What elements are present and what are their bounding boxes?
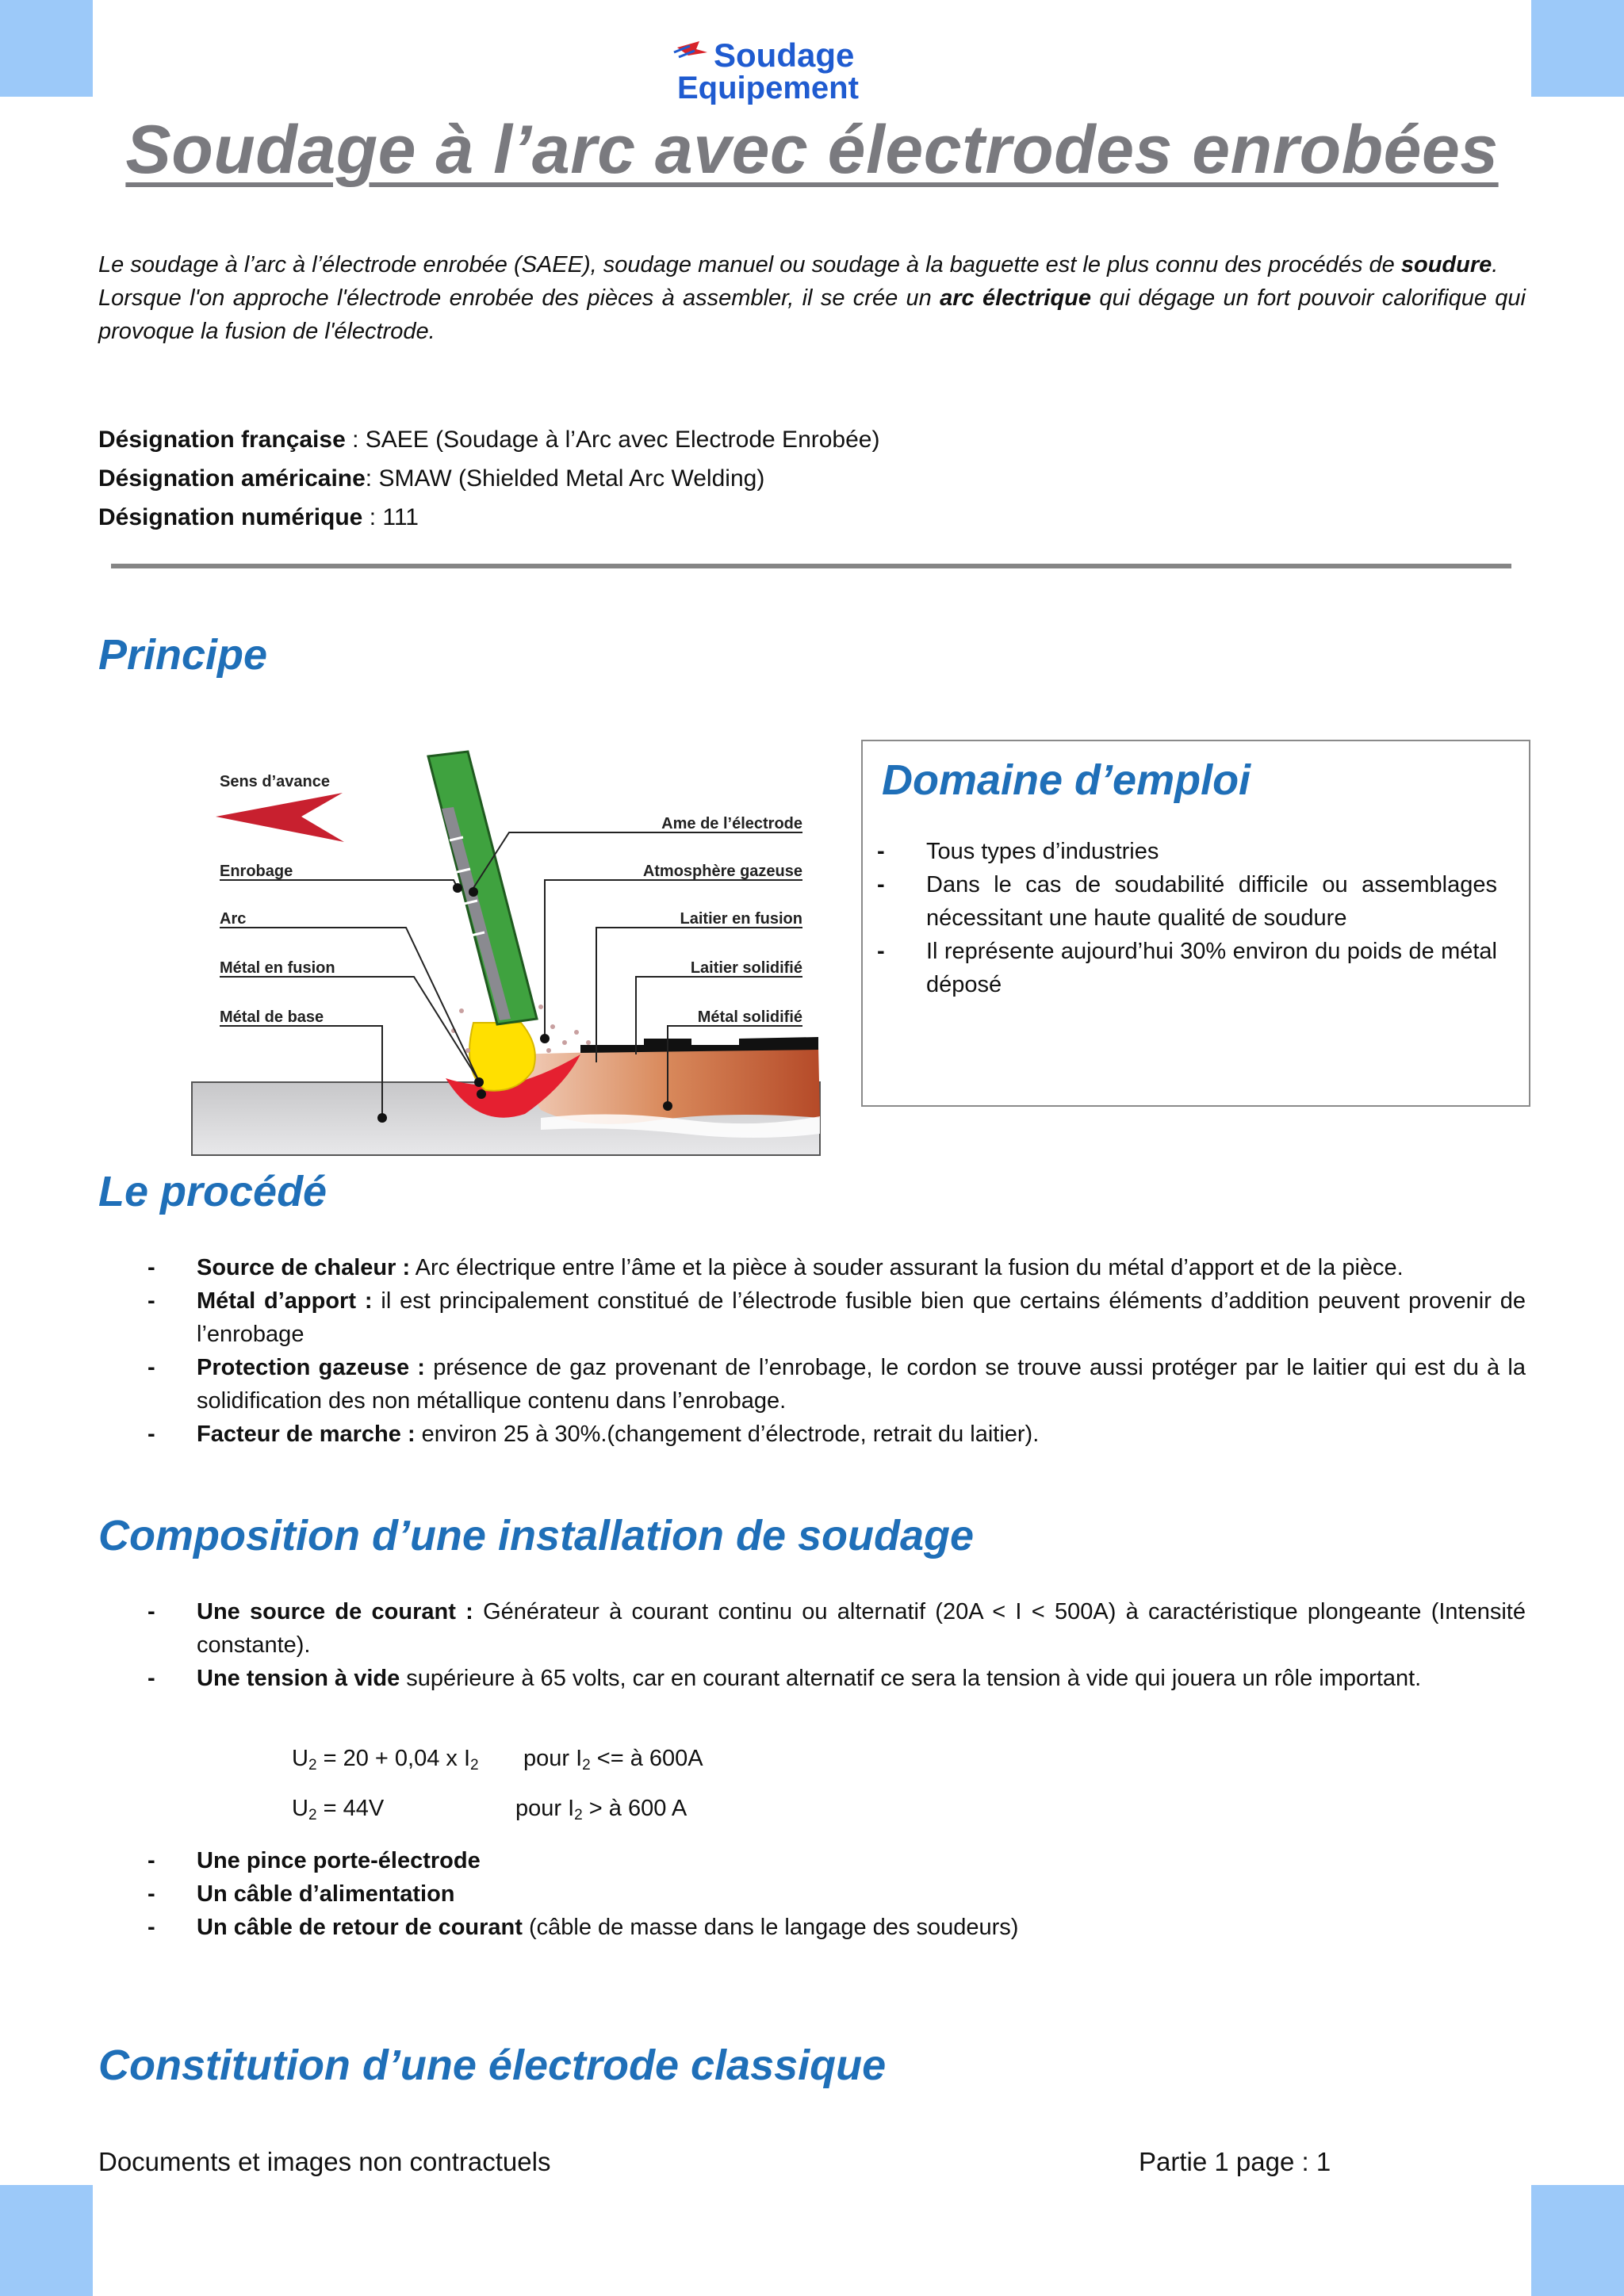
diagram-label: Laitier en fusion bbox=[680, 910, 802, 928]
list-item: - Tous types d’industries bbox=[926, 835, 1497, 868]
corner-decoration bbox=[1531, 0, 1624, 97]
list-item: - Métal d’apport : il est principalement constitué de l’électrode fusible bien que certains éléments d’addition peuvent provenir de l’enrobage bbox=[197, 1284, 1526, 1351]
list-item: - Facteur de marche : environ 25 à 30%.(changement d’électrode, retrait du laitier). bbox=[197, 1418, 1526, 1451]
domaine-list bbox=[926, 835, 1497, 1001]
diagram-label: Enrobage bbox=[220, 863, 293, 880]
diagram-label: Atmosphère gazeuse bbox=[642, 863, 802, 880]
corner-decoration bbox=[0, 2185, 93, 2296]
diagram-label: Ame de l’électrode bbox=[661, 815, 802, 832]
diagram-label: Sens d’avance bbox=[220, 773, 330, 790]
composition-list bbox=[197, 1595, 1526, 1695]
intro-paragraph: Lorsque l'on approche l'électrode enrobée des pièces à assembler, il se crée un arc électrique qui dégage un fort pouvoir calorifique qui provoque la fusion de l'électrode. bbox=[98, 285, 1526, 344]
diagram-label: Laitier solidifié bbox=[690, 959, 802, 977]
designation-row: Désignation numérique : 111 bbox=[98, 504, 419, 530]
designation-row: Désignation américaine: SMAW (Shielded Metal Arc Welding) bbox=[98, 465, 765, 492]
logo-line1: Soudage bbox=[714, 36, 855, 74]
diagram-label: Métal solidifié bbox=[697, 1008, 802, 1026]
formula: $U_2 = 20 + 0,04$ x $I_2$ pour $I_2$ <= à 600A bbox=[292, 1746, 703, 1774]
list-item: - Un câble d’alimentation bbox=[197, 1877, 1526, 1911]
list-item: - Dans le cas de soudabilité difficile ou assemblages nécessitant une haute qualité de soudure bbox=[926, 868, 1497, 935]
divider bbox=[111, 564, 1511, 568]
intro bbox=[98, 248, 1526, 348]
list-item: - Un câble de retour de courant (câble de masse dans le langage des soudeurs) bbox=[197, 1911, 1526, 1944]
list-item: - Protection gazeuse : présence de gaz provenant de l’enrobage, le cordon se trouve aussi protéger par le laitier qui est du à la solidification des non métallique contenu dans l’enrobage. bbox=[197, 1351, 1526, 1418]
section-title-composition: Composition d’une installation de soudage bbox=[98, 1512, 975, 1559]
footer-left: Documents et images non contractuels bbox=[98, 2147, 551, 2176]
composition-list bbox=[197, 1844, 1526, 1944]
domaine-emploi-box bbox=[861, 740, 1530, 1107]
logo-line2: Equipement bbox=[677, 71, 859, 105]
section-title-procede: Le procédé bbox=[98, 1168, 327, 1215]
list-item: - Source de chaleur : Arc électrique entre l’âme et la pièce à souder assurant la fusion du métal d’apport et de la pièce. bbox=[197, 1251, 1526, 1284]
corner-decoration bbox=[0, 0, 93, 97]
intro-paragraph: Le soudage à l’arc à l’électrode enrobée (SAEE), soudage manuel ou soudage à la baguette est le plus connu des procédés de soudure. bbox=[98, 252, 1499, 277]
domaine-title: Domaine d’emploi bbox=[882, 756, 1251, 804]
list-item: - Il représente aujourd’hui 30% environ du poids de métal déposé bbox=[926, 935, 1497, 1001]
designation-row: Désignation française : SAEE (Soudage à l’Arc avec Electrode Enrobée) bbox=[98, 427, 880, 453]
list-item: - Une pince porte-électrode bbox=[197, 1844, 1526, 1877]
designations bbox=[98, 420, 879, 537]
page-title: Soudage à l’arc avec électrodes enrobées bbox=[125, 112, 1499, 188]
procede-list bbox=[197, 1251, 1526, 1451]
welding-diagram bbox=[168, 737, 842, 1161]
footer-page-number: Partie 1 page : 1 bbox=[1139, 2147, 1331, 2176]
formula: $U_2 = 44V$ pour $I_2$ > à 600 A bbox=[292, 1796, 688, 1823]
section-title-constitution: Constitution d’une électrode classique bbox=[98, 2042, 887, 2089]
section-title-principe: Principe bbox=[98, 631, 268, 679]
diagram-label: Arc bbox=[220, 910, 247, 928]
list-item: - Une tension à vide supérieure à 65 volts, car en courant alternatif ce sera la tension à vide qui jouera un rôle important. bbox=[197, 1662, 1526, 1695]
soudage-equipement-logo bbox=[672, 32, 894, 105]
diagram-label: Métal en fusion bbox=[220, 959, 335, 977]
diagram-label: Métal de base bbox=[220, 1008, 324, 1026]
list-item: - Une source de courant : Générateur à courant continu ou alternatif (20A < I < 500A) à caractéristique plongeante (Intensité constante). bbox=[197, 1595, 1526, 1662]
corner-decoration bbox=[1531, 2185, 1624, 2296]
